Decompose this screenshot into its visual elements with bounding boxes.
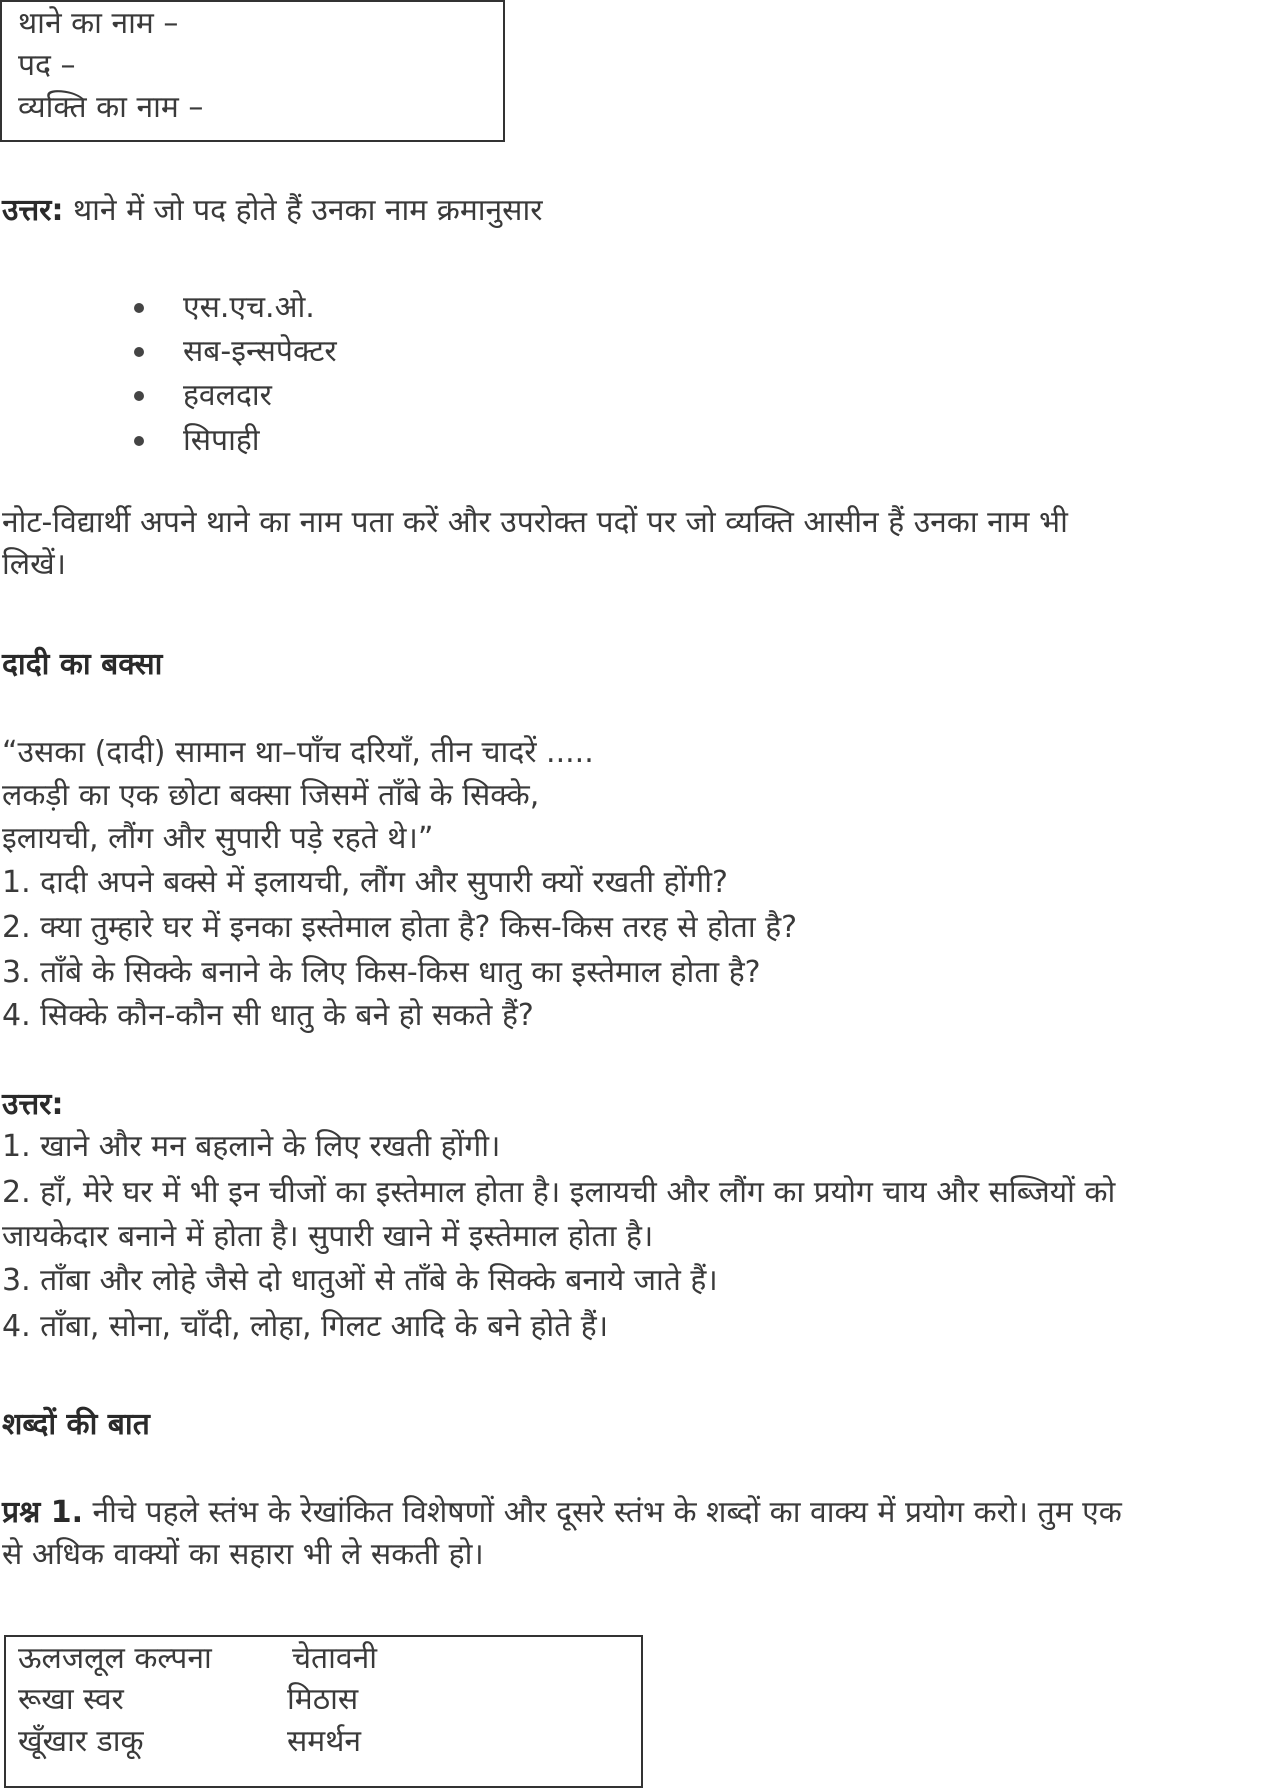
question-line: [2, 1491, 1122, 1535]
answer: 1. खाने और मन बहलाने के लिए रखती होंगी।: [2, 1129, 501, 1164]
answer: जायकेदार बनाने में होता है। सुपारी खाने में इस्तेमाल होता है।: [2, 1219, 654, 1254]
question: 2. क्या तुम्हारे घर में इनका इस्तेमाल होता है? किस-किस तरह से होता है?: [2, 910, 798, 945]
table-cell: चेतावनी: [292, 1641, 378, 1676]
quote-line: इलायची, लौंग और सुपारी पड़े रहते थे।”: [2, 821, 434, 856]
quote-line: लकड़ी का एक छोटा बक्सा जिसमें ताँबे के सिक्के,: [2, 778, 540, 813]
answer: 4. ताँबा, सोना, चाँदी, लोहा, गिलट आदि के बने होते हैं।: [2, 1309, 609, 1344]
list-item: हवलदार: [183, 378, 272, 413]
answer-text: थाने में जो पद होते हैं उनका नाम क्रमानुसार: [63, 193, 543, 228]
section-heading: दादी का बक्सा: [2, 647, 163, 682]
table-cell: ऊलजलूल कल्पना: [18, 1641, 212, 1676]
question: 4. सिक्के कौन-कौन सी धातु के बने हो सकते हैं?: [2, 998, 534, 1033]
answer: 2. हाँ, मेरे घर में भी इन चीजों का इस्तेमाल होता है। इलायची और लौंग का प्रयोग चाय और सब्जियों को: [2, 1175, 1116, 1210]
bullet-icon: [134, 347, 144, 357]
answer-label: उत्तर:: [2, 1087, 64, 1122]
form-line-person: व्यक्ति का नाम –: [18, 90, 204, 125]
list-item: सब-इन्सपेक्टर: [183, 334, 337, 369]
answer1-line: [2, 189, 543, 233]
question-line: से अधिक वाक्यों का सहारा भी ले सकती हो।: [2, 1537, 484, 1572]
list-item: एस.एच.ओ.: [183, 290, 315, 325]
note-line: नोट-विद्यार्थी अपने थाने का नाम पता करें और उपरोक्त पदों पर जो व्यक्ति आसीन हैं उनका नाम भी: [2, 505, 1068, 540]
form-line-post: पद –: [18, 48, 76, 83]
bullet-icon: [134, 391, 144, 401]
answer: 3. ताँबा और लोहे जैसे दो धातुओं से ताँबे के सिक्के बनाये जाते हैं।: [2, 1263, 718, 1298]
words-table: [4, 1635, 643, 1788]
note-line: लिखें।: [2, 547, 67, 582]
section-heading: शब्दों की बात: [2, 1407, 150, 1442]
table-cell: मिठास: [287, 1682, 359, 1717]
table-cell: रूखा स्वर: [18, 1682, 124, 1717]
quote-line: “उसका (दादी) सामान था–पाँच दरियाँ, तीन चादरें .....: [2, 735, 594, 770]
question-label: प्रश्न 1.: [2, 1495, 83, 1530]
table-cell: खूँखार डाकू: [18, 1724, 144, 1759]
question: 1. दादी अपने बक्से में इलायची, लौंग और सुपारी क्यों रखती होंगी?: [2, 865, 728, 900]
question-text: नीचे पहले स्तंभ के रेखांकित विशेषणों और दूसरे स्तंभ के शब्दों का वाक्य में प्रयोग करो। तुम एक: [83, 1495, 1122, 1530]
answer-label: उत्तर:: [2, 193, 64, 228]
table-cell: समर्थन: [287, 1724, 362, 1759]
form-line-station: थाने का नाम –: [18, 6, 179, 41]
bullet-icon: [134, 436, 144, 446]
question: 3. ताँबे के सिक्के बनाने के लिए किस-किस धातु का इस्तेमाल होता है?: [2, 955, 761, 990]
bullet-icon: [134, 303, 144, 313]
form-box: [0, 0, 505, 142]
list-item: सिपाही: [183, 423, 260, 458]
